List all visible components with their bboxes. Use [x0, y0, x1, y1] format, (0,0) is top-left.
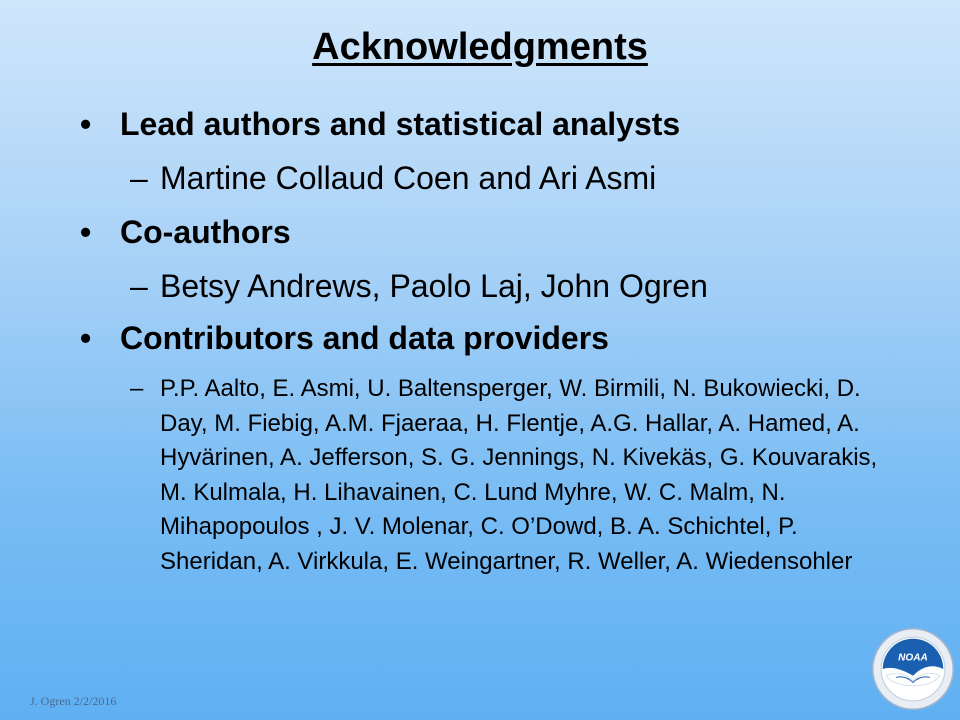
- sub-bullet-lead-authors: [130, 160, 656, 197]
- sub-bullet-text: Betsy Andrews, Paolo Laj, John Ogren: [160, 268, 708, 304]
- logo-text: NOAA: [898, 652, 928, 664]
- sub-bullet-text: Martine Collaud Coen and Ari Asmi: [160, 160, 657, 196]
- bullet-heading: Contributors and data providers: [120, 320, 609, 356]
- bullet-lead-authors: [80, 106, 680, 143]
- slide-title: Acknowledgments: [312, 26, 648, 68]
- footer-author-date: J. Ogren 2/2/2016: [30, 694, 117, 708]
- bullet-icon: •: [80, 214, 92, 250]
- bullet-icon: •: [80, 106, 92, 142]
- sub-bullet-co-authors: [130, 268, 708, 305]
- sub-bullet-contributors: [130, 372, 900, 579]
- bullet-heading: Lead authors and statistical analysts: [120, 106, 681, 142]
- bullet-co-authors: [80, 214, 291, 251]
- bullet-heading: Co-authors: [120, 214, 291, 250]
- dash-icon: –: [130, 375, 144, 402]
- dash-icon: –: [130, 268, 148, 304]
- noaa-logo-icon: [871, 627, 955, 711]
- contributors-list: P.P. Aalto, E. Asmi, U. Baltensperger, W. Birmili, N. Bukowiecki, D. Day, M. Fiebig, A.M. Fjaeraa, H. Flentje, A.G. Hallar, A. Hamed, A. Hyvärinen, A. Jefferson, S. G. Jennings, N. Kivekäs, G. Kouvarakis, M. Kulmala, H. Lihavainen, C. Lund Myhre, W. C. Malm, N. Mihapopoulos , J. V. Molenar, C. O’Dowd, B. A. Schichtel, P. Sheridan, A. Virkkula, E. Weingartner, R. Weller, A. Wiedensohler: [160, 375, 878, 575]
- bullet-icon: •: [80, 320, 92, 356]
- bullet-contributors: [80, 320, 609, 357]
- dash-icon: –: [130, 160, 148, 196]
